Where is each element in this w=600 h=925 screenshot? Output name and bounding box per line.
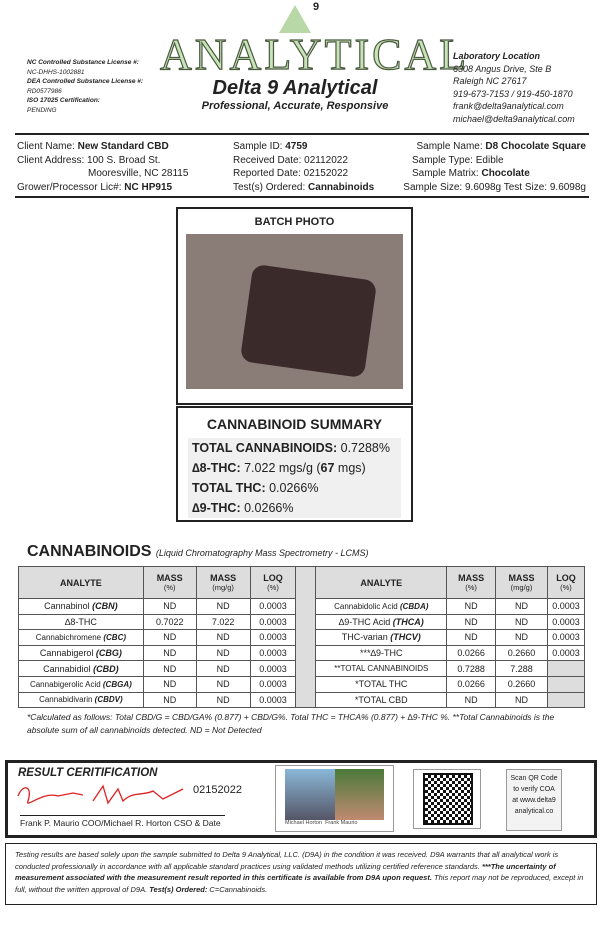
analyte-name <box>316 630 447 646</box>
loq: 0.0003 <box>250 676 296 692</box>
analyte-name <box>19 692 144 708</box>
analyte-name <box>316 599 447 615</box>
cert-date: 02152022 <box>193 784 242 796</box>
lab-location <box>453 50 575 125</box>
loq <box>547 676 584 692</box>
header-unit: (%) <box>163 583 176 592</box>
table-row <box>19 645 585 661</box>
client-name: New Standard CBD <box>77 141 169 152</box>
disclaimer-bold: ***The uncertainty of measurement associated with the measurement result reported in this certificate is available from D9A upon request. <box>15 861 556 882</box>
mass-percent: ND <box>143 599 196 615</box>
column-header <box>316 567 447 599</box>
analyte-name <box>316 614 447 630</box>
mass-mg-g: ND <box>496 614 548 630</box>
cannabinoids-table <box>18 566 585 708</box>
table-row <box>19 630 585 646</box>
lab-line: Raleigh NC 27617 <box>453 76 527 86</box>
loq <box>547 661 584 677</box>
analyte-text: *TOTAL THC <box>355 679 408 690</box>
analyte-text: ∆8-THC <box>64 616 97 627</box>
loq: 0.0003 <box>250 599 296 615</box>
chocolate-image <box>240 264 377 378</box>
lab-phone: 919-673-7153 / 919-450-1870 <box>453 88 573 99</box>
analyte-text: Cannabigerol <box>39 648 96 659</box>
label: Reported Date: <box>233 168 301 179</box>
analyte-abbr: (CBDV) <box>94 695 123 705</box>
column-header <box>19 567 144 599</box>
header-text: ANALYTE <box>60 577 102 588</box>
analyte-text: Cannabichromene <box>35 632 104 642</box>
analyte-text: Cannabinol <box>44 601 93 612</box>
loq: 0.0003 <box>547 645 584 661</box>
analyte-abbr: (CBN) <box>92 601 118 612</box>
table-row <box>19 614 585 630</box>
column-header <box>143 567 196 599</box>
batch-photo <box>186 234 403 389</box>
tests-ordered: Cannabinoids <box>308 181 375 193</box>
analyte-name <box>19 676 144 692</box>
loq: 0.0003 <box>250 661 296 677</box>
column-separator <box>296 567 316 599</box>
batch-photo-box <box>176 207 413 405</box>
header-unit: (mg/g) <box>510 583 533 592</box>
loq: 0.0003 <box>250 614 296 630</box>
disclaimer-bold: Test(s) Ordered: <box>149 884 208 894</box>
column-separator <box>296 645 316 661</box>
disclaimer-text: This report may not be reproduced, except in full, without the written approval of D9A. <box>15 873 584 894</box>
header-text: MASS <box>156 573 183 583</box>
analyte-name <box>19 630 144 646</box>
d8-unit: mgs) <box>334 461 366 475</box>
analyte-text: Cannabidivarin <box>39 695 95 705</box>
analyte-text: *TOTAL CBD <box>354 694 408 705</box>
client-info <box>17 140 188 194</box>
header-unit: (mg/g) <box>212 583 234 592</box>
mass-percent: ND <box>447 599 496 615</box>
table-row <box>19 676 585 692</box>
column-header <box>447 567 496 599</box>
label: Sample Matrix: <box>412 168 479 179</box>
loq: 0.0003 <box>250 692 296 708</box>
table-row <box>19 599 585 615</box>
label: TOTAL THC: <box>192 481 266 495</box>
loq <box>547 692 584 708</box>
lab-heading: Laboratory Location <box>453 51 541 61</box>
logo <box>160 1 470 112</box>
analyte-text: ***∆9-THC <box>360 648 403 659</box>
client-license: NC HP915 <box>124 181 173 193</box>
analyte-text: Cannabidiol <box>43 663 94 674</box>
column-separator <box>296 661 316 677</box>
license-block <box>27 58 143 115</box>
sample-type: Edible <box>475 154 504 166</box>
mass-percent: ND <box>447 630 496 646</box>
summary-title: CANNABINOID SUMMARY <box>206 416 383 432</box>
column-separator <box>296 630 316 646</box>
sample-matrix: Chocolate <box>481 168 530 179</box>
mass-percent: ND <box>143 676 196 692</box>
sample-info <box>400 140 586 194</box>
label: Sample Name: <box>416 141 483 152</box>
analyte-name <box>19 661 144 677</box>
column-separator <box>296 599 316 615</box>
disclaimer-text: Testing results are based solely upon the sample submitted to Delta 9 Analytical, LLC. (D9A) in the condition it was received. D9A warrants that all analytical work is conducted professionally in accordance with all applicable standard practices using validated methods utilizing certified reference standards. <box>15 850 559 871</box>
license-value: RD0577986 <box>27 87 62 95</box>
total-thc: 0.0266% <box>269 481 319 495</box>
staff-photo <box>275 765 394 832</box>
header-text: MASS <box>458 573 485 583</box>
mass-mg-g: ND <box>496 692 548 708</box>
analyte-name <box>316 692 447 708</box>
label: Sample Type: <box>412 154 473 166</box>
analyte-name <box>19 614 144 630</box>
lab-email[interactable]: frank@delta9analytical.com <box>453 101 564 111</box>
label: Sample ID: <box>233 141 283 152</box>
signature <box>13 781 188 811</box>
label: Client Name: <box>17 141 75 152</box>
footnote: *Calculated as follows: Total CBD/G = CBD/GA% (0.877) + CBD/G%. Total THC = THCA% (0.877) + ∆9-THC %. **Total Cannabinoids is the absolute sum of all cannabinoids detected. ND = Not Detected <box>27 712 555 735</box>
mass-percent: 0.0266 <box>447 645 496 661</box>
cannabinoids-title <box>27 543 368 561</box>
table-row <box>19 692 585 708</box>
received-date: 02112022 <box>304 154 348 166</box>
loq: 0.0003 <box>547 599 584 615</box>
analyte-abbr: (CBG) <box>95 648 122 659</box>
analyte-abbr: (CBD) <box>93 663 119 674</box>
qr-icon <box>425 775 471 823</box>
analyte-abbr: (CBC) <box>103 632 127 642</box>
section-title: CANNABINOIDS <box>27 543 152 560</box>
mass-mg-g: ND <box>496 599 548 615</box>
header-unit: (%) <box>465 583 477 592</box>
column-header <box>196 567 250 599</box>
license-value: NC-DHHS-1002881 <box>27 68 85 76</box>
mass-percent: ND <box>447 614 496 630</box>
analyte-abbr: (THCV) <box>390 632 421 643</box>
caption: Michael Horton <box>285 820 322 826</box>
mass-percent: ND <box>143 645 196 661</box>
analyte-abbr: (THCA) <box>392 616 424 627</box>
logo-name: Delta 9 Analytical <box>212 77 378 99</box>
header-unit: (%) <box>267 583 279 592</box>
d8-mgs: 67 <box>320 461 335 475</box>
mass-mg-g: ND <box>196 692 250 708</box>
label: Grower/Processor Lic#: <box>17 181 122 193</box>
sample-id: 4759 <box>285 141 308 152</box>
section-subtitle: (Liquid Chromatography Mass Spectrometry - LCMS) <box>155 548 369 558</box>
mass-mg-g: ND <box>196 645 250 661</box>
mass-percent: ND <box>143 630 196 646</box>
signer-names: Frank P. Maurio COO/Michael R. Horton CSO & Date <box>20 815 225 828</box>
analyte-text: ∆9-THC Acid <box>338 616 393 627</box>
loq: 0.0003 <box>547 614 584 630</box>
license-value: PENDING <box>27 106 57 114</box>
column-separator <box>296 692 316 708</box>
client-address: 100 S. Broad St. <box>87 154 161 166</box>
sample-size: Sample Size: 9.6098g Test Size: 9.6098g <box>403 181 586 193</box>
header-text: LOQ <box>263 573 283 583</box>
header-unit: (%) <box>560 583 572 592</box>
loq: 0.0003 <box>250 630 296 646</box>
total-cannabinoids: 0.7288% <box>340 441 390 455</box>
analyte-name <box>19 599 144 615</box>
label: Test(s) Ordered: <box>233 181 306 193</box>
photo-michael <box>285 769 335 820</box>
mass-percent: 0.0266 <box>447 676 496 692</box>
label: ∆8-THC: <box>192 461 241 475</box>
mass-percent: ND <box>143 692 196 708</box>
header-text: ANALYTE <box>360 577 403 588</box>
result-certification <box>5 760 597 838</box>
mass-mg-g: 7.288 <box>496 661 548 677</box>
logo-word: ANALYTICAL <box>160 30 470 79</box>
label: TOTAL CANNABINOIDS: <box>192 441 338 455</box>
column-header <box>496 567 548 599</box>
qr-code[interactable] <box>413 769 481 829</box>
table-row <box>19 661 585 677</box>
lab-email[interactable]: michael@delta9analytical.com <box>453 113 575 124</box>
analyte-name <box>19 645 144 661</box>
cert-title: RESULT CERITIFICATION <box>18 767 158 779</box>
column-header <box>547 567 584 599</box>
loq: 0.0003 <box>250 645 296 661</box>
mass-mg-g: 0.2660 <box>496 676 548 692</box>
header-text: MASS <box>210 573 237 583</box>
license-label: NC Controlled Substance License #: <box>27 59 139 66</box>
mass-mg-g: ND <box>196 661 250 677</box>
label: ∆9-THC: <box>192 501 241 515</box>
analyte-text: **TOTAL CANNABINOIDS <box>334 664 429 674</box>
client-address-2: Mooresville, NC 28115 <box>88 168 189 179</box>
analyte-text: Cannabidolic Acid <box>334 601 400 611</box>
photo-frank <box>335 769 385 820</box>
header-text: LOQ <box>556 573 576 583</box>
mass-mg-g: ND <box>496 630 548 646</box>
disclaimer-text: C=Cannabinoids. <box>207 884 268 894</box>
header-text: MASS <box>508 573 535 583</box>
column-separator <box>296 676 316 692</box>
disclaimer <box>5 843 597 905</box>
mass-percent: ND <box>143 661 196 677</box>
lab-line: 6308 Angus Drive, Ste B <box>453 63 552 74</box>
d9-thc: 0.0266% <box>244 501 294 515</box>
analyte-name <box>316 645 447 661</box>
sample-name: D8 Chocolate Square <box>485 141 586 152</box>
analyte-text: Cannabigerolic Acid <box>29 679 103 689</box>
mass-mg-g: ND <box>196 599 250 615</box>
caption: Frank Maurio <box>325 820 358 826</box>
analyte-text: THC-varian <box>341 632 391 643</box>
license-label: DEA Controlled Substance License #: <box>27 78 144 85</box>
d8-thc: 7.022 mgs/g ( <box>244 461 321 475</box>
qr-instructions: Scan QR Code to verify COA at www.delta9 analytical.co <box>506 769 562 831</box>
mass-percent: ND <box>447 692 496 708</box>
mass-mg-g: ND <box>196 676 250 692</box>
divider <box>15 133 589 135</box>
column-separator <box>296 614 316 630</box>
analyte-abbr: (CBGA) <box>102 679 132 689</box>
mass-mg-g: 0.2660 <box>496 645 548 661</box>
license-label: ISO 17025 Certification: <box>27 97 100 104</box>
divider <box>15 196 589 198</box>
column-header <box>250 567 296 599</box>
batch-photo-title: BATCH PHOTO <box>254 216 335 228</box>
loq: 0.0003 <box>547 630 584 646</box>
analyte-abbr: (CBDA) <box>399 601 429 611</box>
label: Received Date: <box>233 154 302 166</box>
mass-mg-g: ND <box>196 630 250 646</box>
reported-date: 02152022 <box>303 168 349 179</box>
mass-percent: 0.7022 <box>143 614 196 630</box>
logo-tagline: Professional, Accurate, Responsive <box>201 100 389 112</box>
label: Client Address: <box>17 154 85 166</box>
analyte-name <box>316 676 447 692</box>
analyte-name <box>316 661 447 677</box>
sample-dates <box>233 140 374 194</box>
delta-triangle-icon <box>279 1 320 33</box>
cannabinoid-summary <box>176 406 413 522</box>
mass-mg-g: 7.022 <box>196 614 250 630</box>
logo-superscript: 9 <box>313 1 320 13</box>
mass-percent: 0.7288 <box>447 661 496 677</box>
